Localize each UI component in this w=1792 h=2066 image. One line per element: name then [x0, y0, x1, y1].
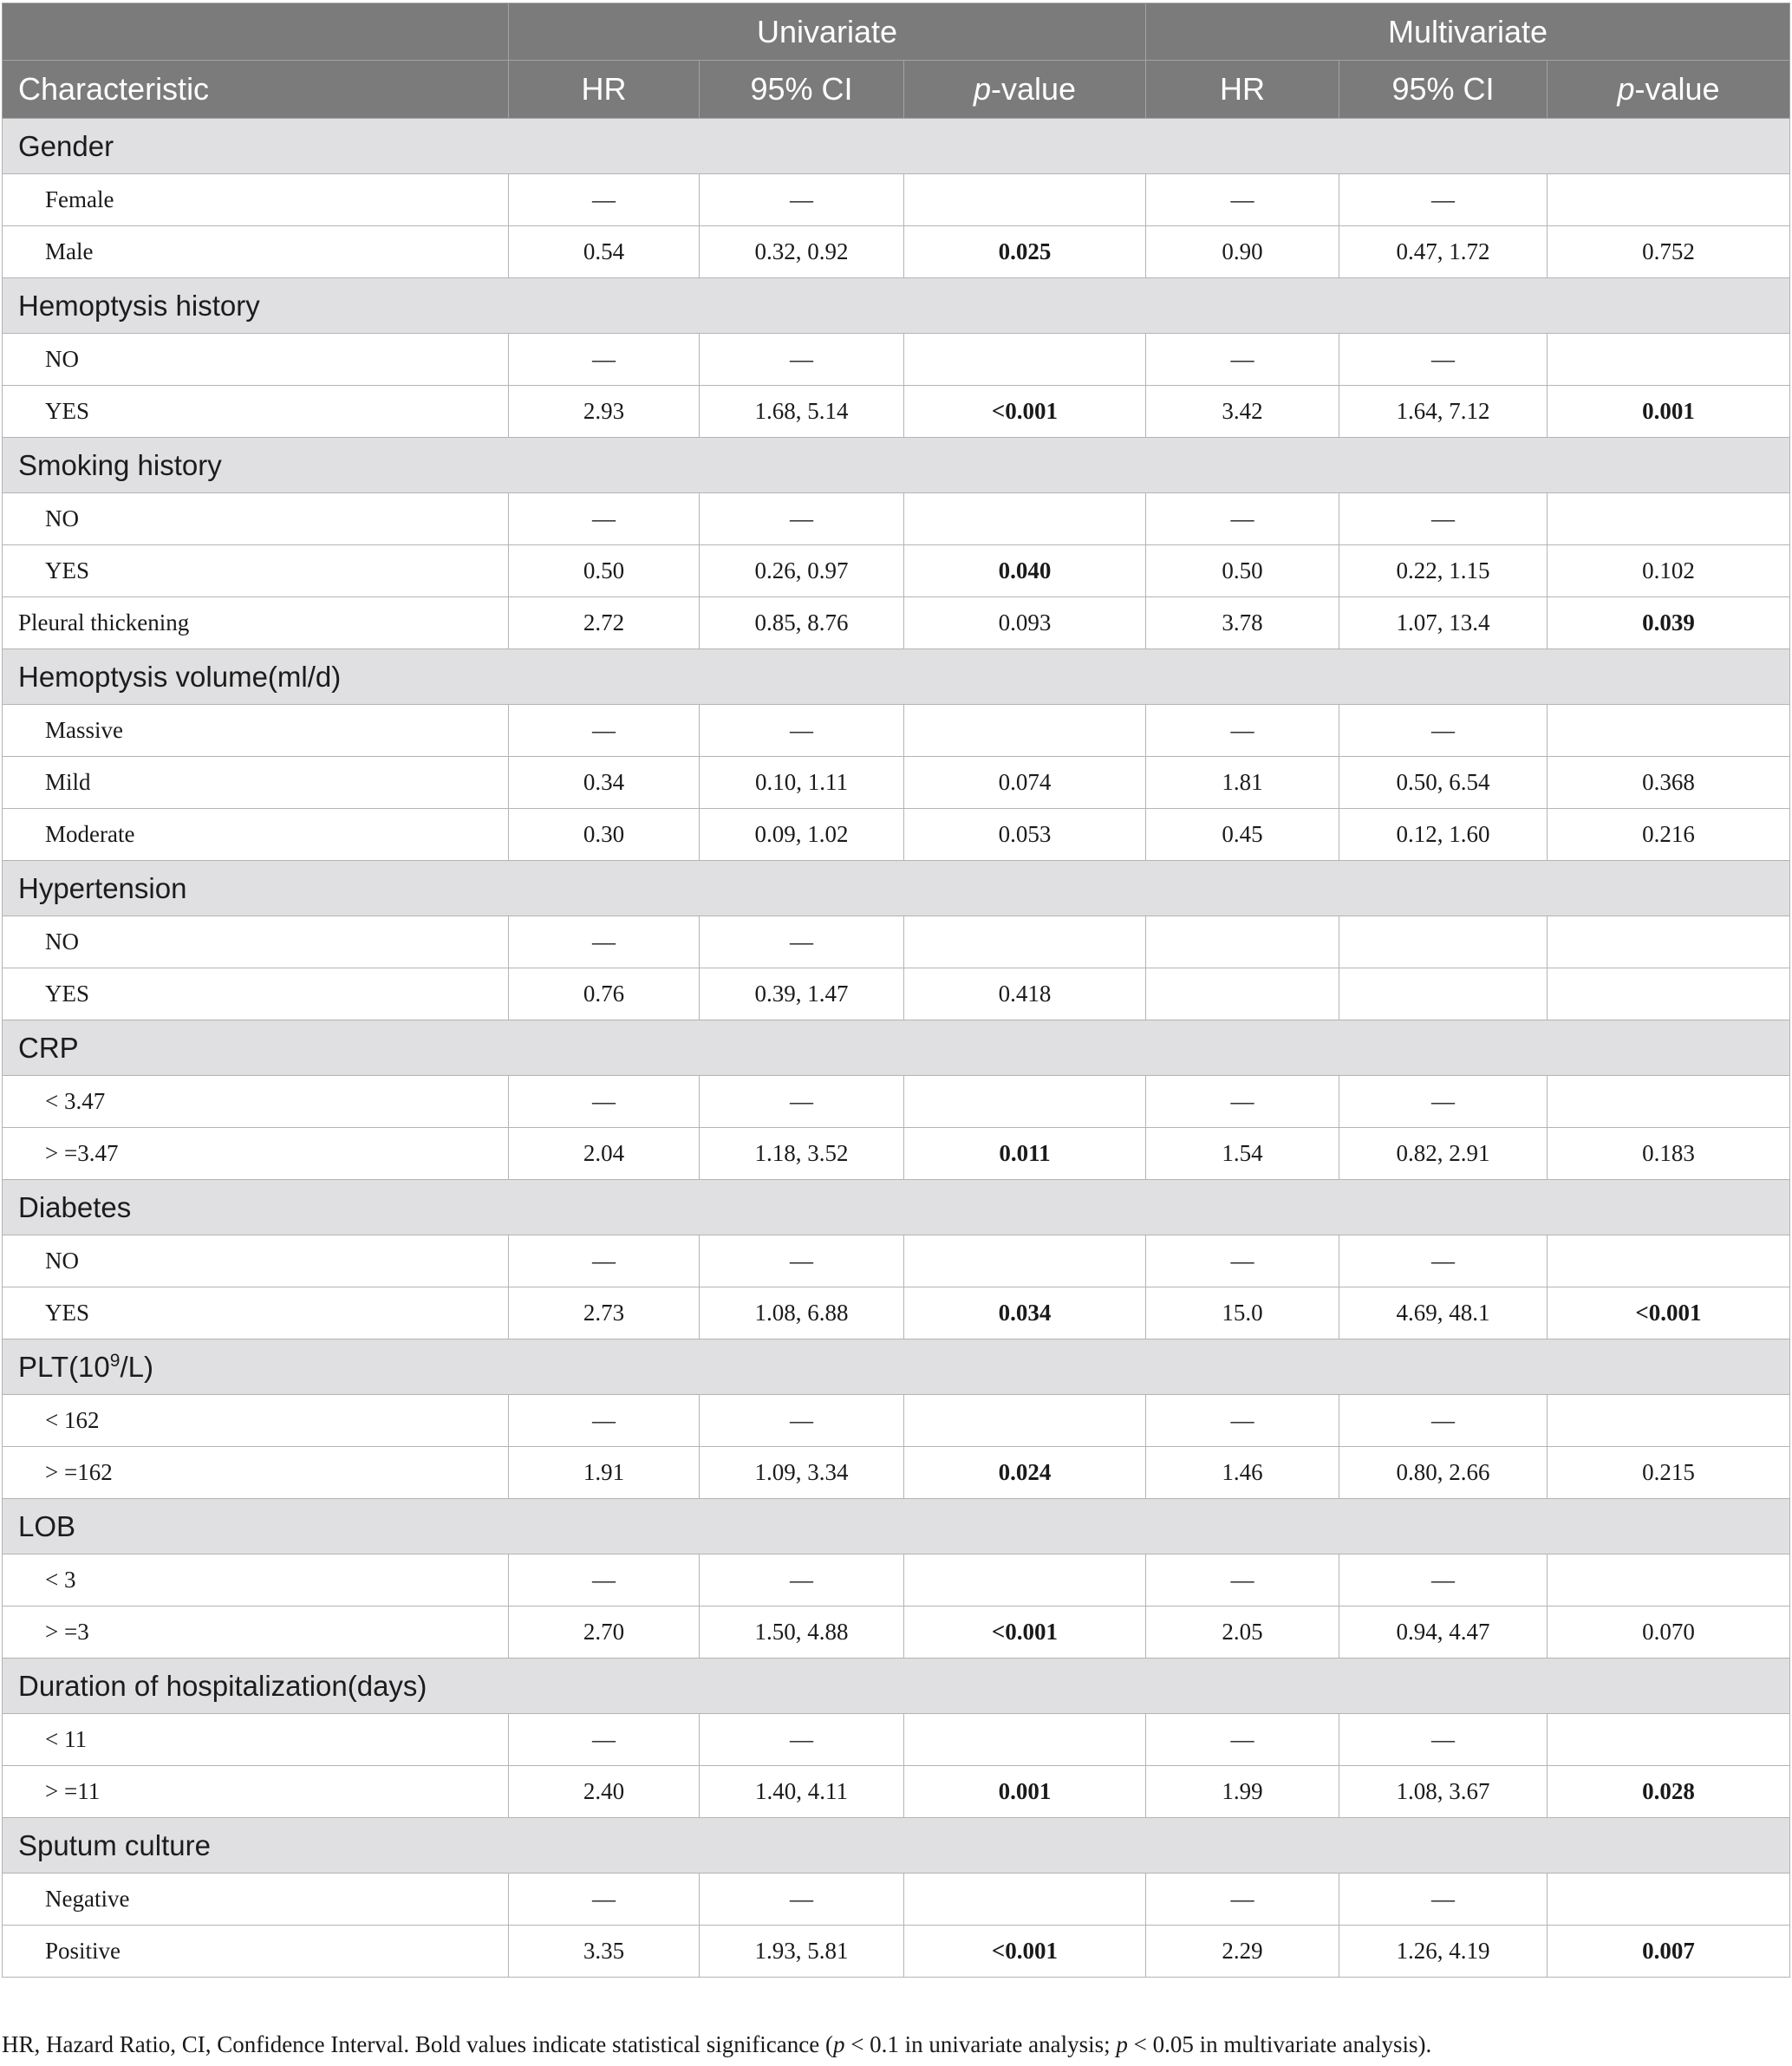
p-suffix: -value — [990, 71, 1077, 107]
multivariate-p-cell: 0.183 — [1548, 1128, 1790, 1180]
level-label: NO — [3, 493, 509, 545]
group-header-row — [3, 1020, 1790, 1076]
group-header-row — [3, 1180, 1790, 1235]
univariate-p-cell — [904, 1235, 1146, 1287]
univariate-ci-cell: 0.10, 1.11 — [700, 757, 904, 809]
group-label-text: Duration of hospitalization(days) — [18, 1669, 427, 1702]
header-row-groups — [3, 3, 1790, 61]
level-label: YES — [3, 968, 509, 1020]
univariate-hr-cell: 0.50 — [509, 545, 700, 597]
level-label: > =11 — [3, 1766, 509, 1818]
multivariate-p-cell — [1548, 1395, 1790, 1447]
univariate-p-cell: 0.034 — [904, 1287, 1146, 1339]
multivariate-ci-cell: — — [1339, 1235, 1548, 1287]
level-label: > =162 — [3, 1447, 509, 1499]
table-row — [3, 1128, 1790, 1180]
univariate-hr-cell: 1.91 — [509, 1447, 700, 1499]
multivariate-p-cell — [1548, 1874, 1790, 1926]
univariate-ci-cell: — — [700, 1395, 904, 1447]
table-row — [3, 334, 1790, 386]
multivariate-ci-cell: 1.08, 3.67 — [1339, 1766, 1548, 1818]
multivariate-ci-cell: 1.26, 4.19 — [1339, 1926, 1548, 1978]
table-row — [3, 1235, 1790, 1287]
level-label: NO — [3, 1235, 509, 1287]
univariate-hr-cell: — — [509, 1714, 700, 1766]
group-header-row — [3, 119, 1790, 174]
multivariate-ci-cell: 0.12, 1.60 — [1339, 809, 1548, 861]
multivariate-hr-cell: 1.46 — [1146, 1447, 1339, 1499]
group-label-text: Hypertension — [18, 871, 187, 904]
group-label-text: Hemoptysis volume(ml/d) — [18, 660, 342, 693]
table-row — [3, 968, 1790, 1020]
table-row — [3, 226, 1790, 278]
level-label: > =3.47 — [3, 1128, 509, 1180]
multivariate-hr-cell: 0.90 — [1146, 226, 1339, 278]
univariate-ci-cell: 0.32, 0.92 — [700, 226, 904, 278]
univariate-p-cell — [904, 1714, 1146, 1766]
univariate-ci-cell: 1.68, 5.14 — [700, 386, 904, 438]
univariate-ci-cell: 1.93, 5.81 — [700, 1926, 904, 1978]
univariate-p-cell — [904, 1874, 1146, 1926]
univariate-p-cell — [904, 493, 1146, 545]
multivariate-header: Multivariate — [1146, 3, 1790, 61]
group-label-text: Gender — [18, 129, 114, 162]
multivariate-hr-cell: — — [1146, 1235, 1339, 1287]
multivariate-ci-cell: — — [1339, 1395, 1548, 1447]
univariate-p-header — [904, 61, 1146, 119]
p-suffix: -value — [1634, 71, 1720, 107]
univariate-p-cell — [904, 334, 1146, 386]
multivariate-hr-header: HR — [1146, 61, 1339, 119]
group-label — [3, 861, 1790, 916]
univariate-p-cell: 0.011 — [904, 1128, 1146, 1180]
table-row — [3, 1287, 1790, 1339]
cox-regression-table — [2, 3, 1790, 1978]
univariate-p-cell: 0.074 — [904, 757, 1146, 809]
level-label: Male — [3, 226, 509, 278]
univariate-hr-cell: — — [509, 1235, 700, 1287]
univariate-hr-cell: 0.34 — [509, 757, 700, 809]
multivariate-hr-cell: 3.78 — [1146, 597, 1339, 649]
multivariate-p-cell — [1548, 1235, 1790, 1287]
footnote-part-1: HR, Hazard Ratio, CI, Confidence Interval. Bold values indicate statistical significance ( — [2, 2031, 833, 2057]
univariate-hr-cell: — — [509, 334, 700, 386]
univariate-ci-cell: 1.08, 6.88 — [700, 1287, 904, 1339]
group-label-superscript: 9 — [109, 1350, 121, 1371]
group-label — [3, 278, 1790, 334]
univariate-ci-cell: — — [700, 1076, 904, 1128]
multivariate-ci-cell — [1339, 968, 1548, 1020]
multivariate-p-cell: <0.001 — [1548, 1287, 1790, 1339]
table-row — [3, 1926, 1790, 1978]
characteristic-label: Pleural thickening — [3, 597, 509, 649]
table-row — [3, 757, 1790, 809]
multivariate-hr-cell: — — [1146, 1714, 1339, 1766]
multivariate-p-cell: 0.070 — [1548, 1607, 1790, 1659]
multivariate-ci-cell: — — [1339, 334, 1548, 386]
multivariate-ci-cell: — — [1339, 1874, 1548, 1926]
univariate-p-cell: 0.053 — [904, 809, 1146, 861]
multivariate-ci-cell: — — [1339, 705, 1548, 757]
multivariate-p-cell — [1548, 174, 1790, 226]
multivariate-hr-cell: 2.05 — [1146, 1607, 1339, 1659]
multivariate-ci-cell: 0.47, 1.72 — [1339, 226, 1548, 278]
multivariate-hr-cell: 1.81 — [1146, 757, 1339, 809]
univariate-hr-cell: 3.35 — [509, 1926, 700, 1978]
group-label — [3, 438, 1790, 493]
group-header-row — [3, 438, 1790, 493]
univariate-ci-cell: — — [700, 1714, 904, 1766]
multivariate-ci-cell: 0.22, 1.15 — [1339, 545, 1548, 597]
table-row — [3, 386, 1790, 438]
group-header-row — [3, 278, 1790, 334]
multivariate-p-cell — [1548, 705, 1790, 757]
multivariate-hr-cell: 3.42 — [1146, 386, 1339, 438]
univariate-ci-cell: 0.39, 1.47 — [700, 968, 904, 1020]
group-label-text: Hemoptysis history — [18, 289, 260, 322]
univariate-p-cell: 0.093 — [904, 597, 1146, 649]
univariate-ci-cell: — — [700, 1235, 904, 1287]
group-label — [3, 119, 1790, 174]
univariate-ci-cell: — — [700, 705, 904, 757]
multivariate-p-cell: 0.752 — [1548, 226, 1790, 278]
group-header-row — [3, 1339, 1790, 1395]
univariate-hr-cell: 2.93 — [509, 386, 700, 438]
footnote-p-symbol: p — [832, 2031, 845, 2057]
group-label-suffix: /L) — [120, 1350, 153, 1383]
univariate-hr-header: HR — [509, 61, 700, 119]
multivariate-ci-cell: — — [1339, 1076, 1548, 1128]
table-row — [3, 1554, 1790, 1607]
table-body — [3, 119, 1790, 1978]
multivariate-p-cell — [1548, 493, 1790, 545]
group-header-row — [3, 861, 1790, 916]
univariate-ci-cell: 1.50, 4.88 — [700, 1607, 904, 1659]
multivariate-p-cell — [1548, 1554, 1790, 1607]
multivariate-hr-cell: 0.50 — [1146, 545, 1339, 597]
univariate-p-cell: 0.001 — [904, 1766, 1146, 1818]
table-row — [3, 1447, 1790, 1499]
group-header-row — [3, 649, 1790, 705]
group-label — [3, 1339, 1790, 1395]
univariate-ci-cell: — — [700, 174, 904, 226]
multivariate-p-cell: 0.102 — [1548, 545, 1790, 597]
multivariate-p-cell: 0.039 — [1548, 597, 1790, 649]
univariate-hr-cell: — — [509, 1395, 700, 1447]
group-label — [3, 1020, 1790, 1076]
level-label: Mild — [3, 757, 509, 809]
multivariate-hr-cell: — — [1146, 493, 1339, 545]
multivariate-hr-cell — [1146, 916, 1339, 968]
univariate-ci-cell: 1.09, 3.34 — [700, 1447, 904, 1499]
table-row — [3, 597, 1790, 649]
level-label: Moderate — [3, 809, 509, 861]
p-symbol: p — [1617, 71, 1635, 107]
level-label: Positive — [3, 1926, 509, 1978]
multivariate-hr-cell: — — [1146, 705, 1339, 757]
multivariate-p-cell: 0.368 — [1548, 757, 1790, 809]
level-label: < 162 — [3, 1395, 509, 1447]
table-row — [3, 1395, 1790, 1447]
multivariate-ci-cell: — — [1339, 174, 1548, 226]
multivariate-p-cell — [1548, 334, 1790, 386]
univariate-hr-cell: — — [509, 705, 700, 757]
univariate-hr-cell: — — [509, 493, 700, 545]
group-header-row — [3, 1818, 1790, 1874]
multivariate-p-header — [1548, 61, 1790, 119]
characteristic-header: Characteristic — [3, 61, 509, 119]
univariate-ci-cell: 0.85, 8.76 — [700, 597, 904, 649]
univariate-ci-cell: — — [700, 1874, 904, 1926]
table-row — [3, 705, 1790, 757]
multivariate-hr-cell: — — [1146, 334, 1339, 386]
multivariate-hr-cell — [1146, 968, 1339, 1020]
group-header-row — [3, 1499, 1790, 1554]
univariate-hr-cell: — — [509, 1554, 700, 1607]
multivariate-ci-cell — [1339, 916, 1548, 968]
univariate-hr-cell: 0.54 — [509, 226, 700, 278]
multivariate-hr-cell: — — [1146, 1874, 1339, 1926]
group-label-text: LOB — [18, 1509, 76, 1542]
footnote-part-3: < 0.05 in multivariate analysis). — [1127, 2031, 1432, 2057]
univariate-p-cell — [904, 1395, 1146, 1447]
level-label: Massive — [3, 705, 509, 757]
univariate-ci-cell: — — [700, 493, 904, 545]
univariate-hr-cell: — — [509, 174, 700, 226]
level-label: NO — [3, 916, 509, 968]
multivariate-p-cell: 0.028 — [1548, 1766, 1790, 1818]
table-row — [3, 1714, 1790, 1766]
univariate-hr-cell: 0.30 — [509, 809, 700, 861]
multivariate-ci-cell: 1.07, 13.4 — [1339, 597, 1548, 649]
level-label: < 11 — [3, 1714, 509, 1766]
table-row — [3, 1076, 1790, 1128]
level-label: Female — [3, 174, 509, 226]
table-row — [3, 1874, 1790, 1926]
univariate-ci-cell: 0.09, 1.02 — [700, 809, 904, 861]
multivariate-p-cell: 0.001 — [1548, 386, 1790, 438]
univariate-p-cell — [904, 174, 1146, 226]
multivariate-ci-cell: 4.69, 48.1 — [1339, 1287, 1548, 1339]
multivariate-hr-cell: — — [1146, 1554, 1339, 1607]
multivariate-ci-cell: 0.50, 6.54 — [1339, 757, 1548, 809]
level-label: YES — [3, 386, 509, 438]
multivariate-hr-cell: 0.45 — [1146, 809, 1339, 861]
group-label-text: Smoking history — [18, 448, 222, 481]
univariate-p-cell: 0.418 — [904, 968, 1146, 1020]
multivariate-p-cell — [1548, 1076, 1790, 1128]
multivariate-ci-cell: 0.94, 4.47 — [1339, 1607, 1548, 1659]
univariate-p-cell — [904, 1554, 1146, 1607]
multivariate-p-cell: 0.007 — [1548, 1926, 1790, 1978]
table-row — [3, 493, 1790, 545]
univariate-p-cell — [904, 916, 1146, 968]
footnote-p-symbol: p — [1116, 2031, 1128, 2057]
univariate-p-cell: 0.040 — [904, 545, 1146, 597]
table-row — [3, 809, 1790, 861]
group-label-text: PLT(10 — [18, 1350, 110, 1383]
group-label-text: CRP — [18, 1031, 79, 1064]
univariate-hr-cell: 2.73 — [509, 1287, 700, 1339]
multivariate-p-cell — [1548, 916, 1790, 968]
header-blank-cell — [3, 3, 509, 61]
table-row — [3, 174, 1790, 226]
univariate-p-cell: <0.001 — [904, 386, 1146, 438]
univariate-p-cell — [904, 1076, 1146, 1128]
multivariate-hr-cell: 1.54 — [1146, 1128, 1339, 1180]
multivariate-hr-cell: — — [1146, 174, 1339, 226]
level-label: YES — [3, 545, 509, 597]
level-label: YES — [3, 1287, 509, 1339]
group-label — [3, 1818, 1790, 1874]
multivariate-ci-cell: 0.82, 2.91 — [1339, 1128, 1548, 1180]
table-row — [3, 1766, 1790, 1818]
multivariate-ci-cell: 0.80, 2.66 — [1339, 1447, 1548, 1499]
group-label — [3, 649, 1790, 705]
multivariate-ci-cell: — — [1339, 1554, 1548, 1607]
multivariate-ci-cell: — — [1339, 1714, 1548, 1766]
multivariate-p-cell — [1548, 1714, 1790, 1766]
level-label: NO — [3, 334, 509, 386]
multivariate-ci-header: 95% CI — [1339, 61, 1548, 119]
univariate-hr-cell: 2.70 — [509, 1607, 700, 1659]
univariate-p-cell: <0.001 — [904, 1926, 1146, 1978]
univariate-hr-cell: — — [509, 1076, 700, 1128]
group-label — [3, 1499, 1790, 1554]
level-label: > =3 — [3, 1607, 509, 1659]
table-row — [3, 545, 1790, 597]
level-label: < 3.47 — [3, 1076, 509, 1128]
group-header-row — [3, 1659, 1790, 1714]
group-label — [3, 1659, 1790, 1714]
univariate-hr-cell: 0.76 — [509, 968, 700, 1020]
group-label-text: Diabetes — [18, 1190, 132, 1223]
univariate-hr-cell: — — [509, 916, 700, 968]
level-label: Negative — [3, 1874, 509, 1926]
table-footnote — [2, 2031, 1431, 2058]
multivariate-p-cell: 0.215 — [1548, 1447, 1790, 1499]
multivariate-hr-cell: — — [1146, 1395, 1339, 1447]
table-row — [3, 916, 1790, 968]
multivariate-ci-cell: 1.64, 7.12 — [1339, 386, 1548, 438]
level-label: < 3 — [3, 1554, 509, 1607]
univariate-p-cell: 0.025 — [904, 226, 1146, 278]
univariate-ci-cell: 1.18, 3.52 — [700, 1128, 904, 1180]
univariate-ci-cell: — — [700, 1554, 904, 1607]
footnote-part-2: < 0.1 in univariate analysis; — [844, 2031, 1117, 2057]
table-row — [3, 1607, 1790, 1659]
univariate-p-cell: <0.001 — [904, 1607, 1146, 1659]
group-label-text: Sputum culture — [18, 1828, 211, 1861]
univariate-header: Univariate — [509, 3, 1146, 61]
multivariate-p-cell: 0.216 — [1548, 809, 1790, 861]
univariate-hr-cell: — — [509, 1874, 700, 1926]
univariate-ci-cell: 1.40, 4.11 — [700, 1766, 904, 1818]
multivariate-hr-cell: 1.99 — [1146, 1766, 1339, 1818]
univariate-hr-cell: 2.40 — [509, 1766, 700, 1818]
univariate-ci-cell: — — [700, 916, 904, 968]
multivariate-hr-cell: 15.0 — [1146, 1287, 1339, 1339]
multivariate-hr-cell: 2.29 — [1146, 1926, 1339, 1978]
header-row-columns — [3, 61, 1790, 119]
univariate-p-cell — [904, 705, 1146, 757]
p-symbol: p — [973, 71, 991, 107]
univariate-hr-cell: 2.04 — [509, 1128, 700, 1180]
univariate-ci-cell: 0.26, 0.97 — [700, 545, 904, 597]
group-label — [3, 1180, 1790, 1235]
univariate-ci-header: 95% CI — [700, 61, 904, 119]
univariate-p-cell: 0.024 — [904, 1447, 1146, 1499]
univariate-hr-cell: 2.72 — [509, 597, 700, 649]
multivariate-hr-cell: — — [1146, 1076, 1339, 1128]
multivariate-p-cell — [1548, 968, 1790, 1020]
multivariate-ci-cell: — — [1339, 493, 1548, 545]
univariate-ci-cell: — — [700, 334, 904, 386]
